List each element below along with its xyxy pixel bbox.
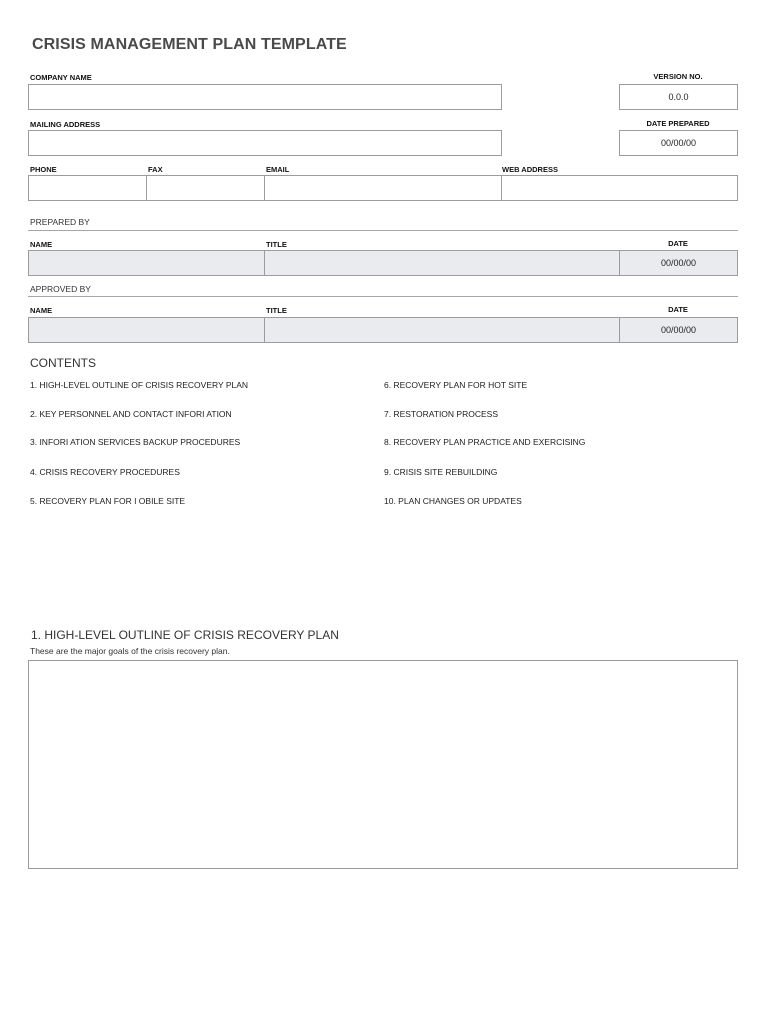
contents-item-10[interactable]: 10. PLAN CHANGES OR UPDATES [384,496,522,506]
prepared-date-field[interactable]: 00/00/00 [619,250,738,276]
prepared-by-heading: PREPARED BY [30,217,90,227]
approved-name-label: NAME [30,306,53,315]
web-address-field[interactable] [501,175,738,201]
phone-field[interactable] [28,175,147,201]
contents-item-3[interactable]: 3. INFORI ATION SERVICES BACKUP PROCEDURES [30,437,241,447]
contents-item-4[interactable]: 4. CRISIS RECOVERY PROCEDURES [30,467,180,477]
approved-date-field[interactable]: 00/00/00 [619,317,738,343]
web-address-label: WEB ADDRESS [502,165,558,174]
email-label: EMAIL [266,165,290,174]
fax-field[interactable] [146,175,265,201]
version-label: VERSION NO. [653,72,703,81]
contents-item-9[interactable]: 9. CRISIS SITE REBUILDING [384,467,498,477]
contents-item-8[interactable]: 8. RECOVERY PLAN PRACTICE AND EXERCISING [384,437,586,447]
version-field[interactable]: 0.0.0 [619,84,738,110]
contents-item-7[interactable]: 7. RESTORATION PROCESS [384,409,498,419]
section-1-text-area[interactable] [28,660,738,869]
email-field[interactable] [264,175,502,201]
fax-label: FAX [148,165,163,174]
prepared-date-label: DATE [668,239,688,248]
company-name-field[interactable] [28,84,502,110]
prepared-name-label: NAME [30,240,53,249]
mailing-address-field[interactable] [28,130,502,156]
date-prepared-label: DATE PREPARED [646,119,710,128]
company-name-label: COMPANY NAME [30,73,92,82]
phone-label: PHONE [30,165,57,174]
approved-title-label: TITLE [266,306,287,315]
contents-item-5[interactable]: 5. RECOVERY PLAN FOR I OBILE SITE [30,496,186,506]
approved-title-field[interactable] [264,317,620,343]
page-title: CRISIS MANAGEMENT PLAN TEMPLATE [32,36,347,53]
prepared-name-field[interactable] [28,250,265,276]
section-1-title: 1. HIGH-LEVEL OUTLINE OF CRISIS RECOVERY PLAN [31,628,339,642]
contents-heading: CONTENTS [30,356,96,370]
approved-date-label: DATE [668,305,688,314]
mailing-address-label: MAILING ADDRESS [30,120,101,129]
prepared-title-label: TITLE [266,240,287,249]
approved-by-divider [28,296,738,297]
section-1-description: These are the major goals of the crisis recovery plan. [30,646,230,656]
prepared-title-field[interactable] [264,250,620,276]
contents-item-1[interactable]: 1. HIGH-LEVEL OUTLINE OF CRISIS RECOVERY PLAN [30,380,249,390]
date-prepared-field[interactable]: 00/00/00 [619,130,738,156]
approved-name-field[interactable] [28,317,265,343]
prepared-by-divider [28,230,738,231]
contents-item-2[interactable]: 2. KEY PERSONNEL AND CONTACT INFORI ATION [30,409,232,419]
contents-item-6[interactable]: 6. RECOVERY PLAN FOR HOT SITE [384,380,528,390]
approved-by-heading: APPROVED BY [30,284,91,294]
